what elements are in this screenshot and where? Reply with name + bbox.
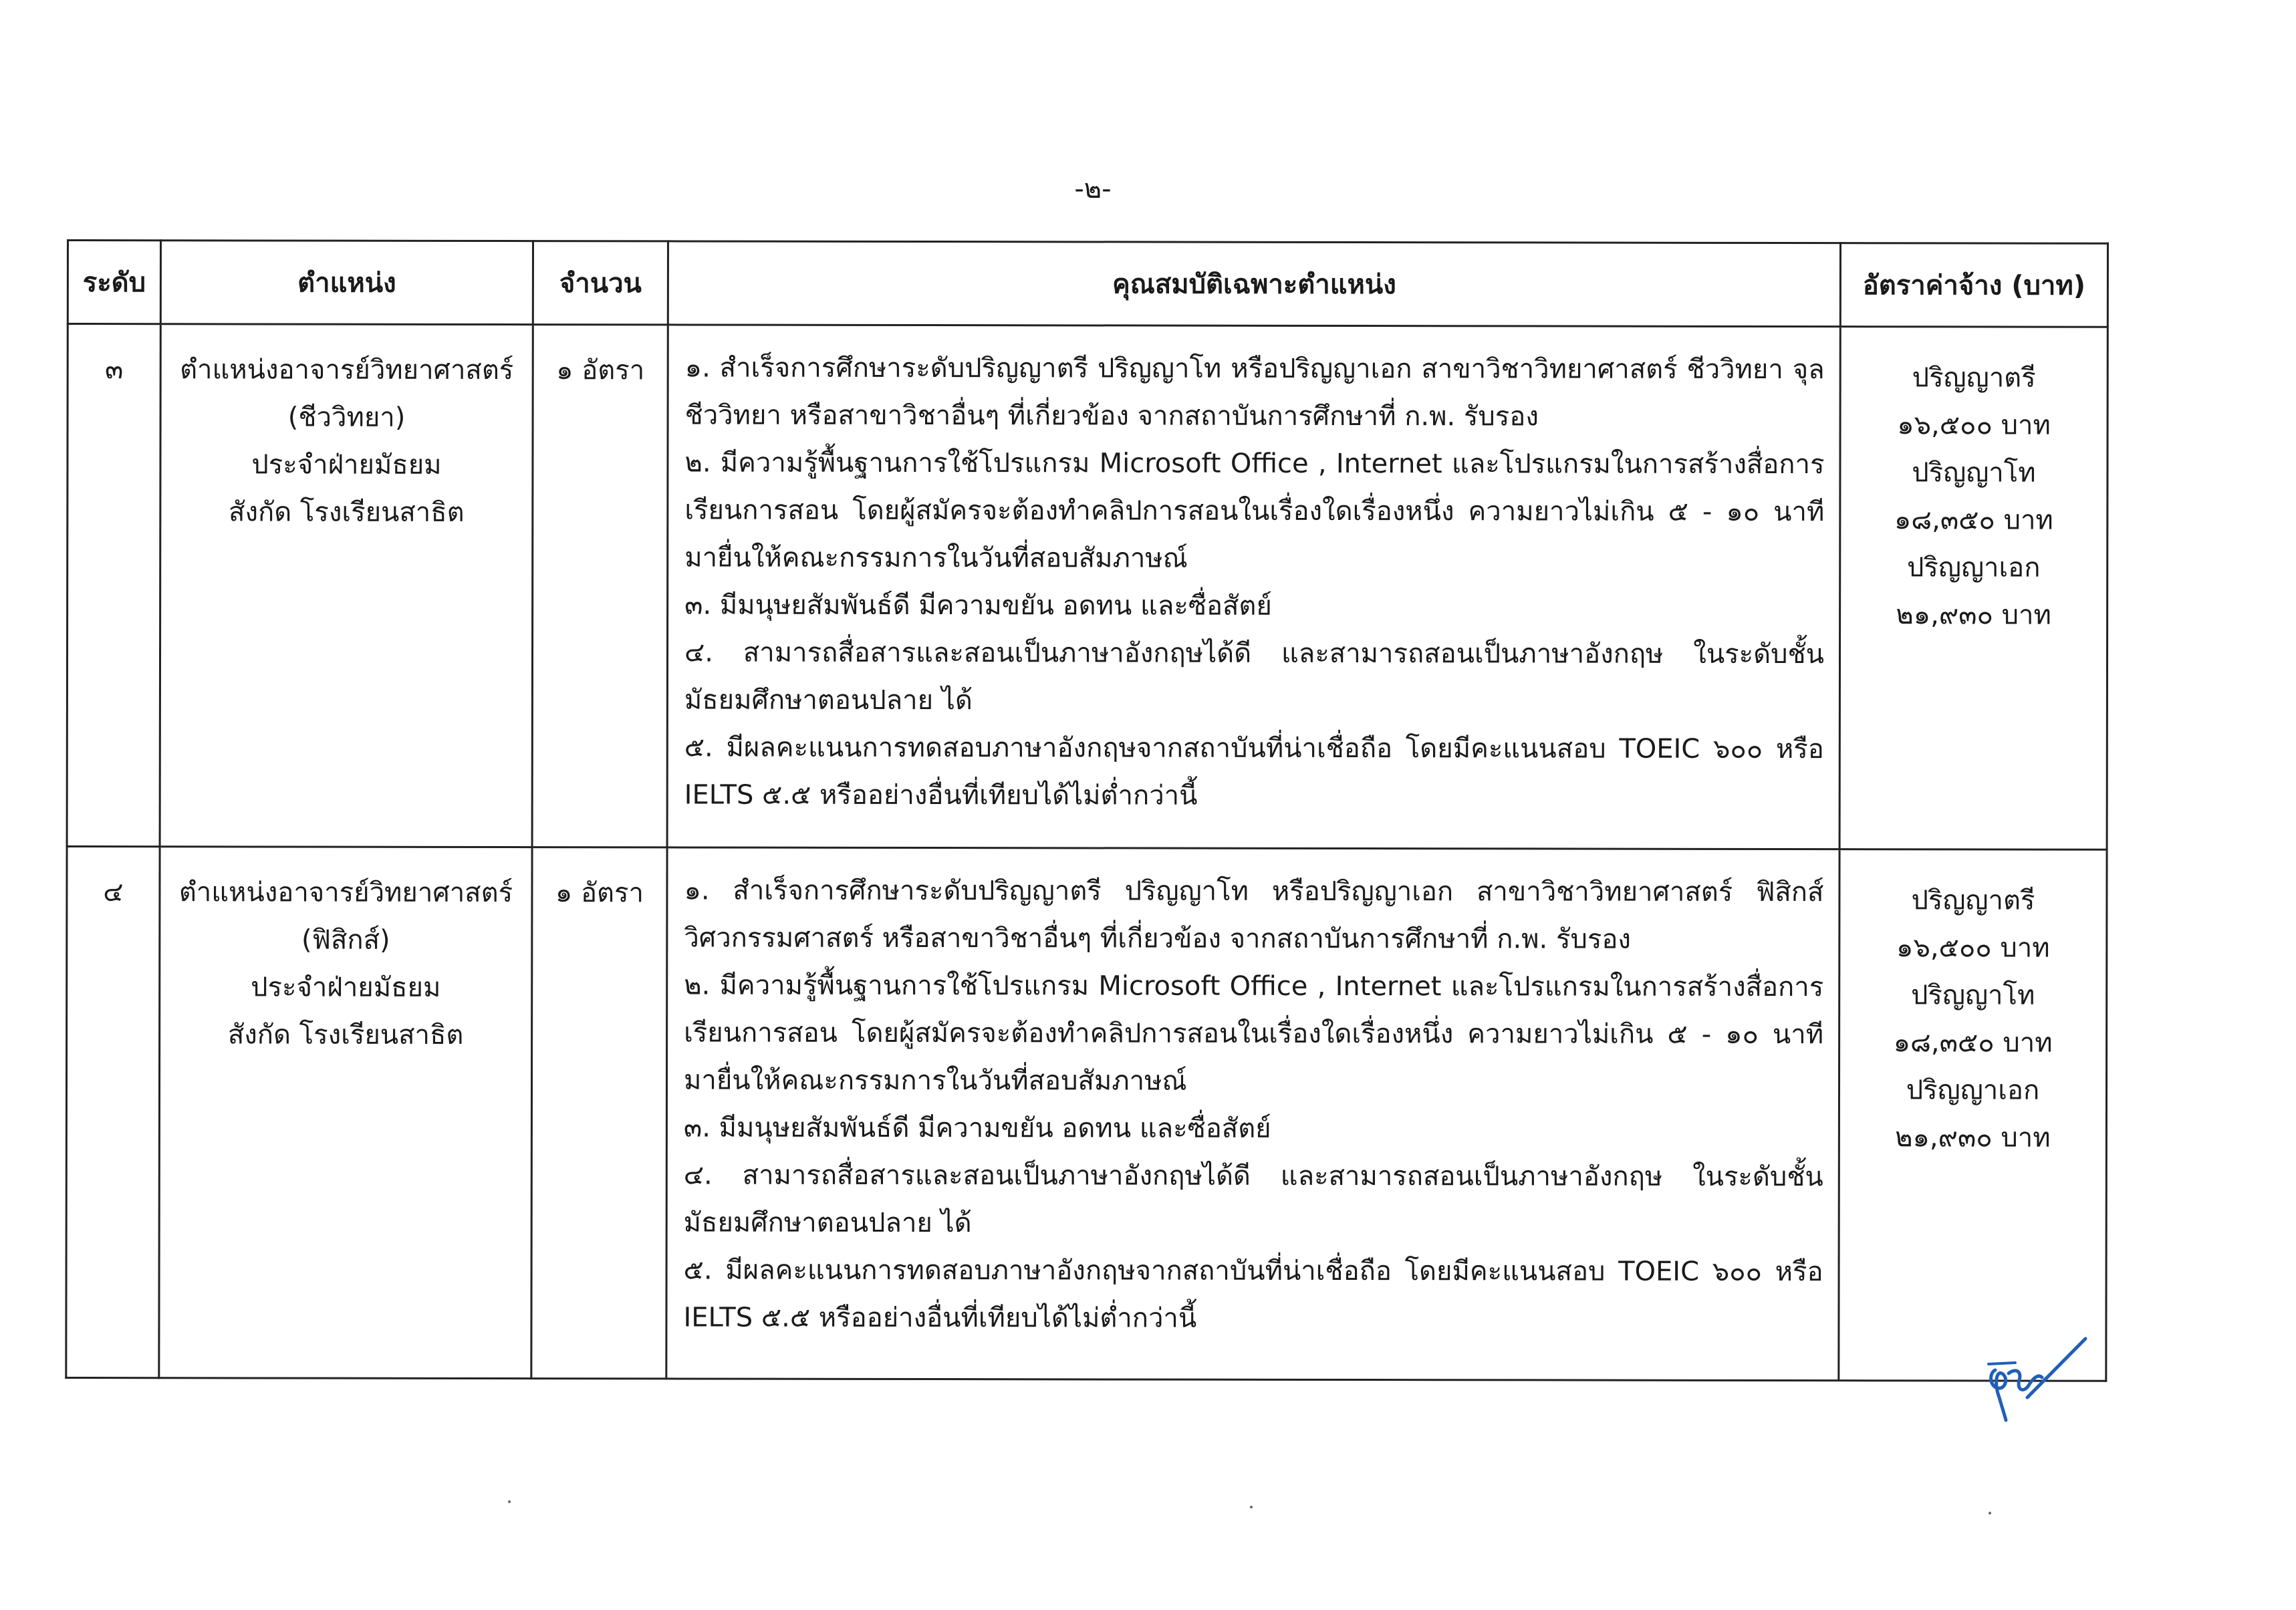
qualification-item: ๒. มีความรู้พื้นฐานการใช้โปรแกรม Microsoft Office , Internet และโปรแกรมในการสร้างสื่อการเรียนการสอน โดยผู้สมัครจะต้องทำคลิปการสอนในเรื่องใดเรื่องหนึ่ง ความยาวไม่เกิน ๕ - ๑๐ นาที มายื่นให้คณะกรรมการในวันที่สอบสัมภาษณ์ [684,447,1825,574]
rate-degree: ปริญญาเอก [1906,552,2041,583]
qualification-item: ๓. มีมนุษยสัมพันธ์ดี มีความขยัน อดทน และซื่อสัตย์ [684,589,1272,622]
qualification-item: ๑. สำเร็จการศึกษาระดับปริญญาตรี ปริญญาโท หรือปริญญาเอก สาขาวิชาวิทยาศาสตร์ ฟิสิกส์ วิศวกรรมศาสตร์ หรือสาขาวิชาอื่นๆ ที่เกี่ยวข้อง จากสถาบันการศึกษาที่ ก.พ. รับรอง [684,875,1824,955]
header-count: จำนวน [533,241,668,325]
rate-amount: ๑๖,๕๐๐ บาท [1897,410,2051,441]
speck [1250,1506,1253,1508]
qualification-item: ๔. สามารถสื่อสารและสอนเป็นภาษาอังกฤษได้ดี และสามารถสอนเป็นภาษาอังกฤษ ในระดับชั้นมัธยมศึกษาตอนปลาย ได้ [683,1160,1823,1239]
row-rate [1839,849,2107,1381]
positions-table [65,239,2109,1382]
row-position [160,324,533,847]
header-rate: อัตราค่าจ้าง (บาท) [1840,243,2108,327]
qualification-item: ๒. มีความรู้พื้นฐานการใช้โปรแกรม Microsoft Office , Internet และโปรแกรมในการสร้างสื่อการเรียนการสอน โดยผู้สมัครจะต้องทำคลิปการสอนในเรื่องใดเรื่องหนึ่ง ความยาวไม่เกิน ๕ - ๑๐ นาที มายื่นให้คณะกรรมการในวันที่สอบสัมภาษณ์ [683,970,1824,1097]
rate-degree: ปริญญาตรี [1911,885,2035,916]
speck [508,1500,511,1503]
row-level: ๔ [66,847,160,1378]
row-level: ๓ [67,324,160,847]
qualification-item: ๓. มีมนุษยสัมพันธ์ดี มีความขยัน อดทน และซื่อสัตย์ [683,1112,1271,1144]
rate-amount: ๑๘,๓๕๐ บาท [1893,1027,2053,1059]
rate-degree: ปริญญาเอก [1906,1075,2040,1106]
header-qualifications: คุณสมบัติเฉพาะตำแหน่ง [668,241,1840,327]
rate-degree: ปริญญาตรี [1912,362,2036,394]
row-position [159,847,532,1379]
row-count: ๑ อัตรา [531,847,667,1379]
row-count: ๑ อัตรา [532,325,668,847]
row-rate [1839,327,2108,850]
position-line: ประจำฝ่ายมัธยม [251,972,441,1003]
row-qualifications [667,325,1840,849]
position-line: ประจำฝ่ายมัธยม [251,449,442,481]
position-line: สังกัด โรงเรียนสาธิต [229,497,465,528]
rate-degree: ปริญญาโท [1911,980,2035,1011]
signature-mark [1975,1333,2089,1427]
rate-amount: ๒๑,๙๓๐ บาท [1896,599,2051,631]
position-line: (ชีววิทยา) [287,402,406,433]
table-row [67,324,2108,850]
table-header-row [68,241,2108,327]
position-line: ตำแหน่งอาจารย์วิทยาศาสตร์ [180,354,514,386]
qualification-item: ๔. สามารถสื่อสารและสอนเป็นภาษาอังกฤษได้ดี และสามารถสอนเป็นภาษาอังกฤษ ในระดับชั้นมัธยมศึกษาตอนปลาย ได้ [684,637,1825,716]
page-number: -๒- [1074,174,1112,205]
speck [1989,1512,1991,1514]
rate-amount: ๑๖,๕๐๐ บาท [1896,932,2050,964]
header-position: ตำแหน่ง [160,241,533,325]
rate-amount: ๑๘,๓๕๐ บาท [1894,505,2053,536]
rate-amount: ๒๑,๙๓๐ บาท [1895,1122,2051,1154]
table-row [66,847,2107,1381]
qualification-item: ๑. สำเร็จการศึกษาระดับปริญญาตรี ปริญญาโท หรือปริญญาเอก สาขาวิชาวิทยาศาสตร์ ชีววิทยา จุลชีววิทยา หรือสาขาวิชาอื่นๆ ที่เกี่ยวข้อง จากสถาบันการศึกษาที่ ก.พ. รับรอง [684,352,1825,432]
position-line: ตำแหน่งอาจารย์วิทยาศาสตร์ [178,877,513,909]
rate-degree: ปริญญาโท [1912,457,2036,489]
position-line: สังกัด โรงเรียนสาธิต [227,1019,464,1051]
row-qualifications [666,847,1839,1381]
qualification-item: ๕. มีผลคะแนนการทดสอบภาษาอังกฤษจากสถาบันที่น่าเชื่อถือ โดยมีคะแนนสอบ TOEIC ๖๐๐ หรือ IELTS ๕.๕ หรืออย่างอื่นที่เทียบได้ไม่ต่ำกว่านี้ [684,732,1824,811]
header-level: ระดับ [68,241,160,324]
position-line: (ฟิสิกส์) [301,924,390,956]
qualification-item: ๕. มีผลคะแนนการทดสอบภาษาอังกฤษจากสถาบันที่น่าเชื่อถือ โดยมีคะแนนสอบ TOEIC ๖๐๐ หรือ IELTS ๕.๕ หรืออย่างอื่นที่เทียบได้ไม่ต่ำกว่านี้ [683,1254,1823,1334]
